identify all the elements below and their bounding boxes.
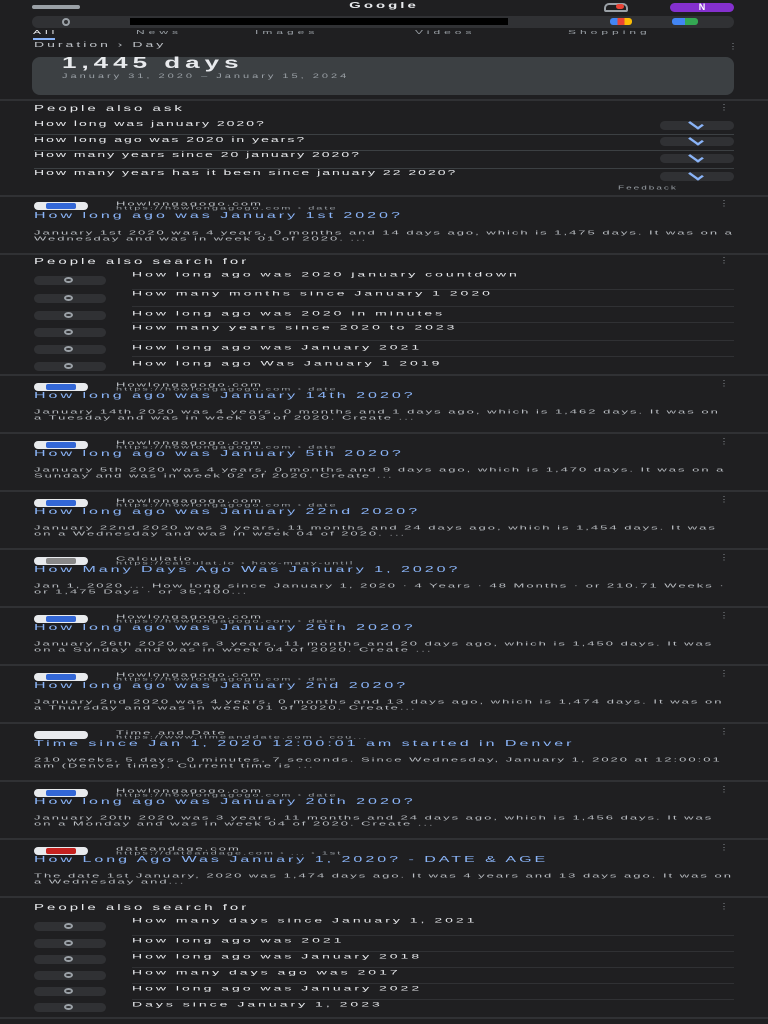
result-snippet: January 2nd 2020 was 4 years, 0 months and 13 days ago, which is 1,474 days. It was on a Thursday and was in week 01 of 2020. Create... [34, 698, 724, 711]
more-options-icon[interactable]: ⋮ [720, 256, 728, 265]
search-icon [64, 277, 73, 283]
result-site-name: Time and Date [116, 729, 227, 736]
result-title[interactable]: How long ago was January 20th 2020? [34, 797, 416, 806]
divider [0, 195, 768, 197]
search-icon [64, 346, 73, 352]
result-site-name: Howlongagogo.com [116, 439, 263, 446]
related-search-item[interactable]: How long ago Was January 1 2019 [132, 359, 443, 367]
search-icon [64, 940, 73, 946]
divider [0, 606, 768, 608]
site-favicon [34, 557, 88, 565]
more-options-icon[interactable]: ⋮ [720, 437, 728, 446]
result-snippet: January 14th 2020 was 4 years, 0 months and 1 days ago, which is 1,462 days. It was on a Tuesday and was in week 03 of 2020. Create ... [34, 408, 720, 421]
tab-all[interactable]: All [33, 29, 59, 36]
more-options-icon[interactable]: ⋮ [720, 379, 728, 388]
result-site-name: Calculatio [116, 555, 194, 562]
paa-title: People also ask [34, 104, 185, 114]
related-search-item[interactable]: How long ago was January 2022 [132, 984, 423, 992]
result-site-name: Howlongagogo.com [116, 787, 263, 794]
paa-expand-button[interactable] [660, 154, 734, 163]
paa-expand-button[interactable] [660, 137, 734, 146]
related-search-icon-pill [34, 345, 106, 354]
more-options-icon[interactable]: ⋮ [720, 103, 728, 112]
more-options-icon[interactable]: ⋮ [720, 553, 728, 562]
related-search-icon-pill [34, 1003, 106, 1012]
more-options-icon[interactable]: ⋮ [720, 611, 728, 620]
lens-icon[interactable] [610, 18, 632, 25]
related-search-item[interactable]: How many years since 2020 to 2023 [132, 323, 458, 331]
result-title[interactable]: How Many Days Ago Was January 1, 2020? [34, 565, 461, 574]
related-search-icon-pill [34, 987, 106, 996]
divider [0, 490, 768, 492]
tab-news[interactable]: News [136, 29, 183, 36]
google-logo[interactable]: Google [349, 0, 419, 11]
result-snippet: January 22nd 2020 was 3 years, 11 months and 24 days ago, which is 1,454 days. It was on a Wednesday and was in week 04 of 2020. ... [34, 524, 717, 537]
divider [0, 780, 768, 782]
related-search-item[interactable]: How many days ago was 2017 [132, 968, 401, 976]
divider [132, 306, 734, 307]
answer-value: 1,445 days [62, 53, 244, 72]
search-icon [64, 1004, 73, 1010]
result-url[interactable]: https://howlongagogo.com › date [116, 677, 338, 682]
result-snippet: January 26th 2020 was 3 years, 11 months and 20 days ago, which is 1,450 days. It was on a Sunday and was in week 04 of 2020. Create ... [34, 640, 714, 653]
related-search-icon-pill [34, 955, 106, 964]
result-title[interactable]: How long ago was January 2nd 2020? [34, 681, 409, 690]
divider [132, 340, 734, 341]
result-url[interactable]: https://calculat.io › how-many-until [116, 561, 355, 566]
search-icon [64, 363, 73, 369]
search-icon [64, 923, 73, 929]
related-search-icon-pill [34, 311, 106, 320]
related-search-item[interactable]: How long ago was January 2021 [132, 343, 423, 351]
divider [0, 664, 768, 666]
feedback-link[interactable]: Feedback [618, 185, 678, 192]
site-favicon [34, 847, 88, 855]
divider [0, 1017, 768, 1019]
related-search-icon-pill [34, 294, 106, 303]
site-favicon [34, 499, 88, 507]
answer-range: January 31, 2020 – January 15, 2024 [62, 73, 350, 80]
top-bar [0, 0, 768, 32]
avatar[interactable]: N [670, 3, 734, 12]
search-icon [64, 295, 73, 301]
result-title[interactable]: How long ago was January 14th 2020? [34, 391, 416, 400]
more-options-icon[interactable]: ⋮ [720, 902, 728, 911]
result-title[interactable]: Time since Jan 1, 2020 12:00:01 am started in Denver [34, 739, 575, 748]
answer-breadcrumb: Duration › Day [34, 40, 167, 49]
mic-icon[interactable] [672, 18, 698, 25]
search-icon [64, 972, 73, 978]
result-url[interactable]: https://dateandage.com › ... › 1st [116, 851, 343, 856]
paa-question[interactable]: How long was january 2020? [34, 119, 266, 128]
chevron-down-icon [688, 118, 704, 129]
related-search-item[interactable]: How long ago was 2021 [132, 936, 345, 944]
related-search-item[interactable]: How many months since January 1 2020 [132, 289, 493, 297]
paa-expand-button[interactable] [660, 172, 734, 181]
divider [132, 356, 734, 357]
search-icon [64, 988, 73, 994]
related-search-item[interactable]: How long ago was 2020 in minutes [132, 309, 446, 317]
related-search-item[interactable]: Days since January 1, 2023 [132, 1000, 383, 1008]
related-search-icon-pill [34, 362, 106, 371]
site-favicon [34, 441, 88, 449]
related-searches-title: People also search for [34, 257, 250, 267]
result-snippet: January 1st 2020 was 4 years, 0 months and 14 days ago, which is 1,475 days. It was on a Wednesday and was in week 01 of 2020. ... [34, 229, 734, 242]
result-url[interactable]: https://howlongagogo.com › date [116, 793, 338, 798]
result-url[interactable]: https://howlongagogo.com › date [116, 445, 338, 450]
more-options-icon[interactable]: ⋮ [720, 669, 728, 678]
result-snippet: 210 weeks, 5 days, 0 minutes, 7 seconds. Since Wednesday, January 1, 2020 at 12:00:01 am (Denver time). Current time is ... [34, 756, 722, 769]
result-snippet: The date 1st January, 2020 was 1,474 days ago. It was 4 years and 13 days ago. It was on a Wednesday and... [34, 872, 733, 885]
site-favicon [34, 202, 88, 210]
search-icon [64, 956, 73, 962]
more-options-icon[interactable]: ⋮ [720, 727, 728, 736]
result-site-name: Howlongagogo.com [116, 381, 263, 388]
more-options-icon[interactable]: ⋮ [720, 495, 728, 504]
related-search-icon-pill [34, 971, 106, 980]
notification-badge [616, 4, 624, 9]
chevron-down-icon [688, 134, 704, 145]
divider [0, 253, 768, 255]
result-snippet: Jan 1, 2020 ... How long since January 1, 2020 · 4 Years · 48 Months · or 210.71 Weeks · or 1,475 Days · or 35,400... [34, 582, 726, 595]
related-search-icon-pill [34, 328, 106, 337]
site-favicon [34, 615, 88, 623]
result-site-name: Howlongagogo.com [116, 200, 263, 207]
search-icon [64, 312, 73, 318]
site-favicon [34, 789, 88, 797]
paa-expand-button[interactable] [660, 121, 734, 130]
chevron-down-icon [688, 169, 704, 180]
related-search-icon-pill [34, 939, 106, 948]
result-title[interactable]: How long ago was January 1st 2020? [34, 211, 403, 220]
result-site-name: Howlongagogo.com [116, 497, 263, 504]
divider [0, 838, 768, 840]
related-search-item[interactable]: How many days since January 1, 2021 [132, 916, 478, 924]
chevron-down-icon [688, 151, 704, 162]
divider [0, 99, 768, 101]
paa-question[interactable]: How many years has it been since january 22 2020? [34, 168, 458, 177]
search-input-redacted[interactable] [130, 18, 508, 25]
result-title[interactable]: How long ago was January 5th 2020? [34, 449, 404, 458]
result-snippet: January 20th 2020 was 3 years, 11 months and 24 days ago, which is 1,456 days. It was on a Monday and was in week 04 of 2020. Create ... [34, 814, 714, 827]
result-snippet: January 5th 2020 was 4 years, 0 months and 9 days ago, which is 1,470 days. It was on a Sunday and was in week 02 of 2020. Create ... [34, 466, 726, 479]
result-url[interactable]: https://howlongagogo.com › date [116, 206, 338, 211]
site-favicon [34, 383, 88, 391]
tab-shopping[interactable]: Shopping [568, 29, 651, 36]
result-url[interactable]: https://www.timeanddate.com › cou... [116, 735, 369, 740]
result-title[interactable]: How long ago was January 26th 2020? [34, 623, 416, 632]
result-site-name: Howlongagogo.com [116, 613, 263, 620]
result-title[interactable]: How Long Ago Was January 1, 2020? - DATE & AGE [34, 855, 549, 864]
divider [0, 374, 768, 376]
paa-question[interactable]: How many years since 20 january 2020? [34, 150, 361, 159]
divider [0, 722, 768, 724]
search-bar[interactable] [32, 16, 734, 28]
site-favicon [34, 731, 88, 739]
result-url[interactable]: https://howlongagogo.com › date [116, 503, 338, 508]
more-options-icon[interactable]: ⋮ [729, 42, 737, 51]
search-icon [64, 329, 73, 335]
search-icon [62, 18, 70, 26]
result-url[interactable]: https://howlongagogo.com › date [116, 387, 338, 392]
related-search-icon-pill [34, 276, 106, 285]
tab-videos[interactable]: Videos [415, 29, 476, 36]
site-favicon [34, 673, 88, 681]
related-search-icon-pill [34, 922, 106, 931]
paa-question[interactable]: How long ago was 2020 in years? [34, 135, 307, 144]
related-searches-title: People also search for [34, 903, 250, 913]
result-url[interactable]: https://howlongagogo.com › date [116, 619, 338, 624]
result-site-name: dateandage.com [116, 845, 241, 852]
divider [0, 548, 768, 550]
related-search-item[interactable]: How long ago was 2020 january countdown [132, 270, 520, 278]
more-options-icon[interactable]: ⋮ [720, 199, 728, 208]
more-options-icon[interactable]: ⋮ [720, 843, 728, 852]
tab-images[interactable]: Images [255, 29, 319, 36]
result-site-name: Howlongagogo.com [116, 671, 263, 678]
result-title[interactable]: How long ago was January 22nd 2020? [34, 507, 421, 516]
related-search-item[interactable]: How long ago was January 2018 [132, 952, 423, 960]
divider [0, 896, 768, 898]
more-options-icon[interactable]: ⋮ [720, 785, 728, 794]
divider [0, 432, 768, 434]
